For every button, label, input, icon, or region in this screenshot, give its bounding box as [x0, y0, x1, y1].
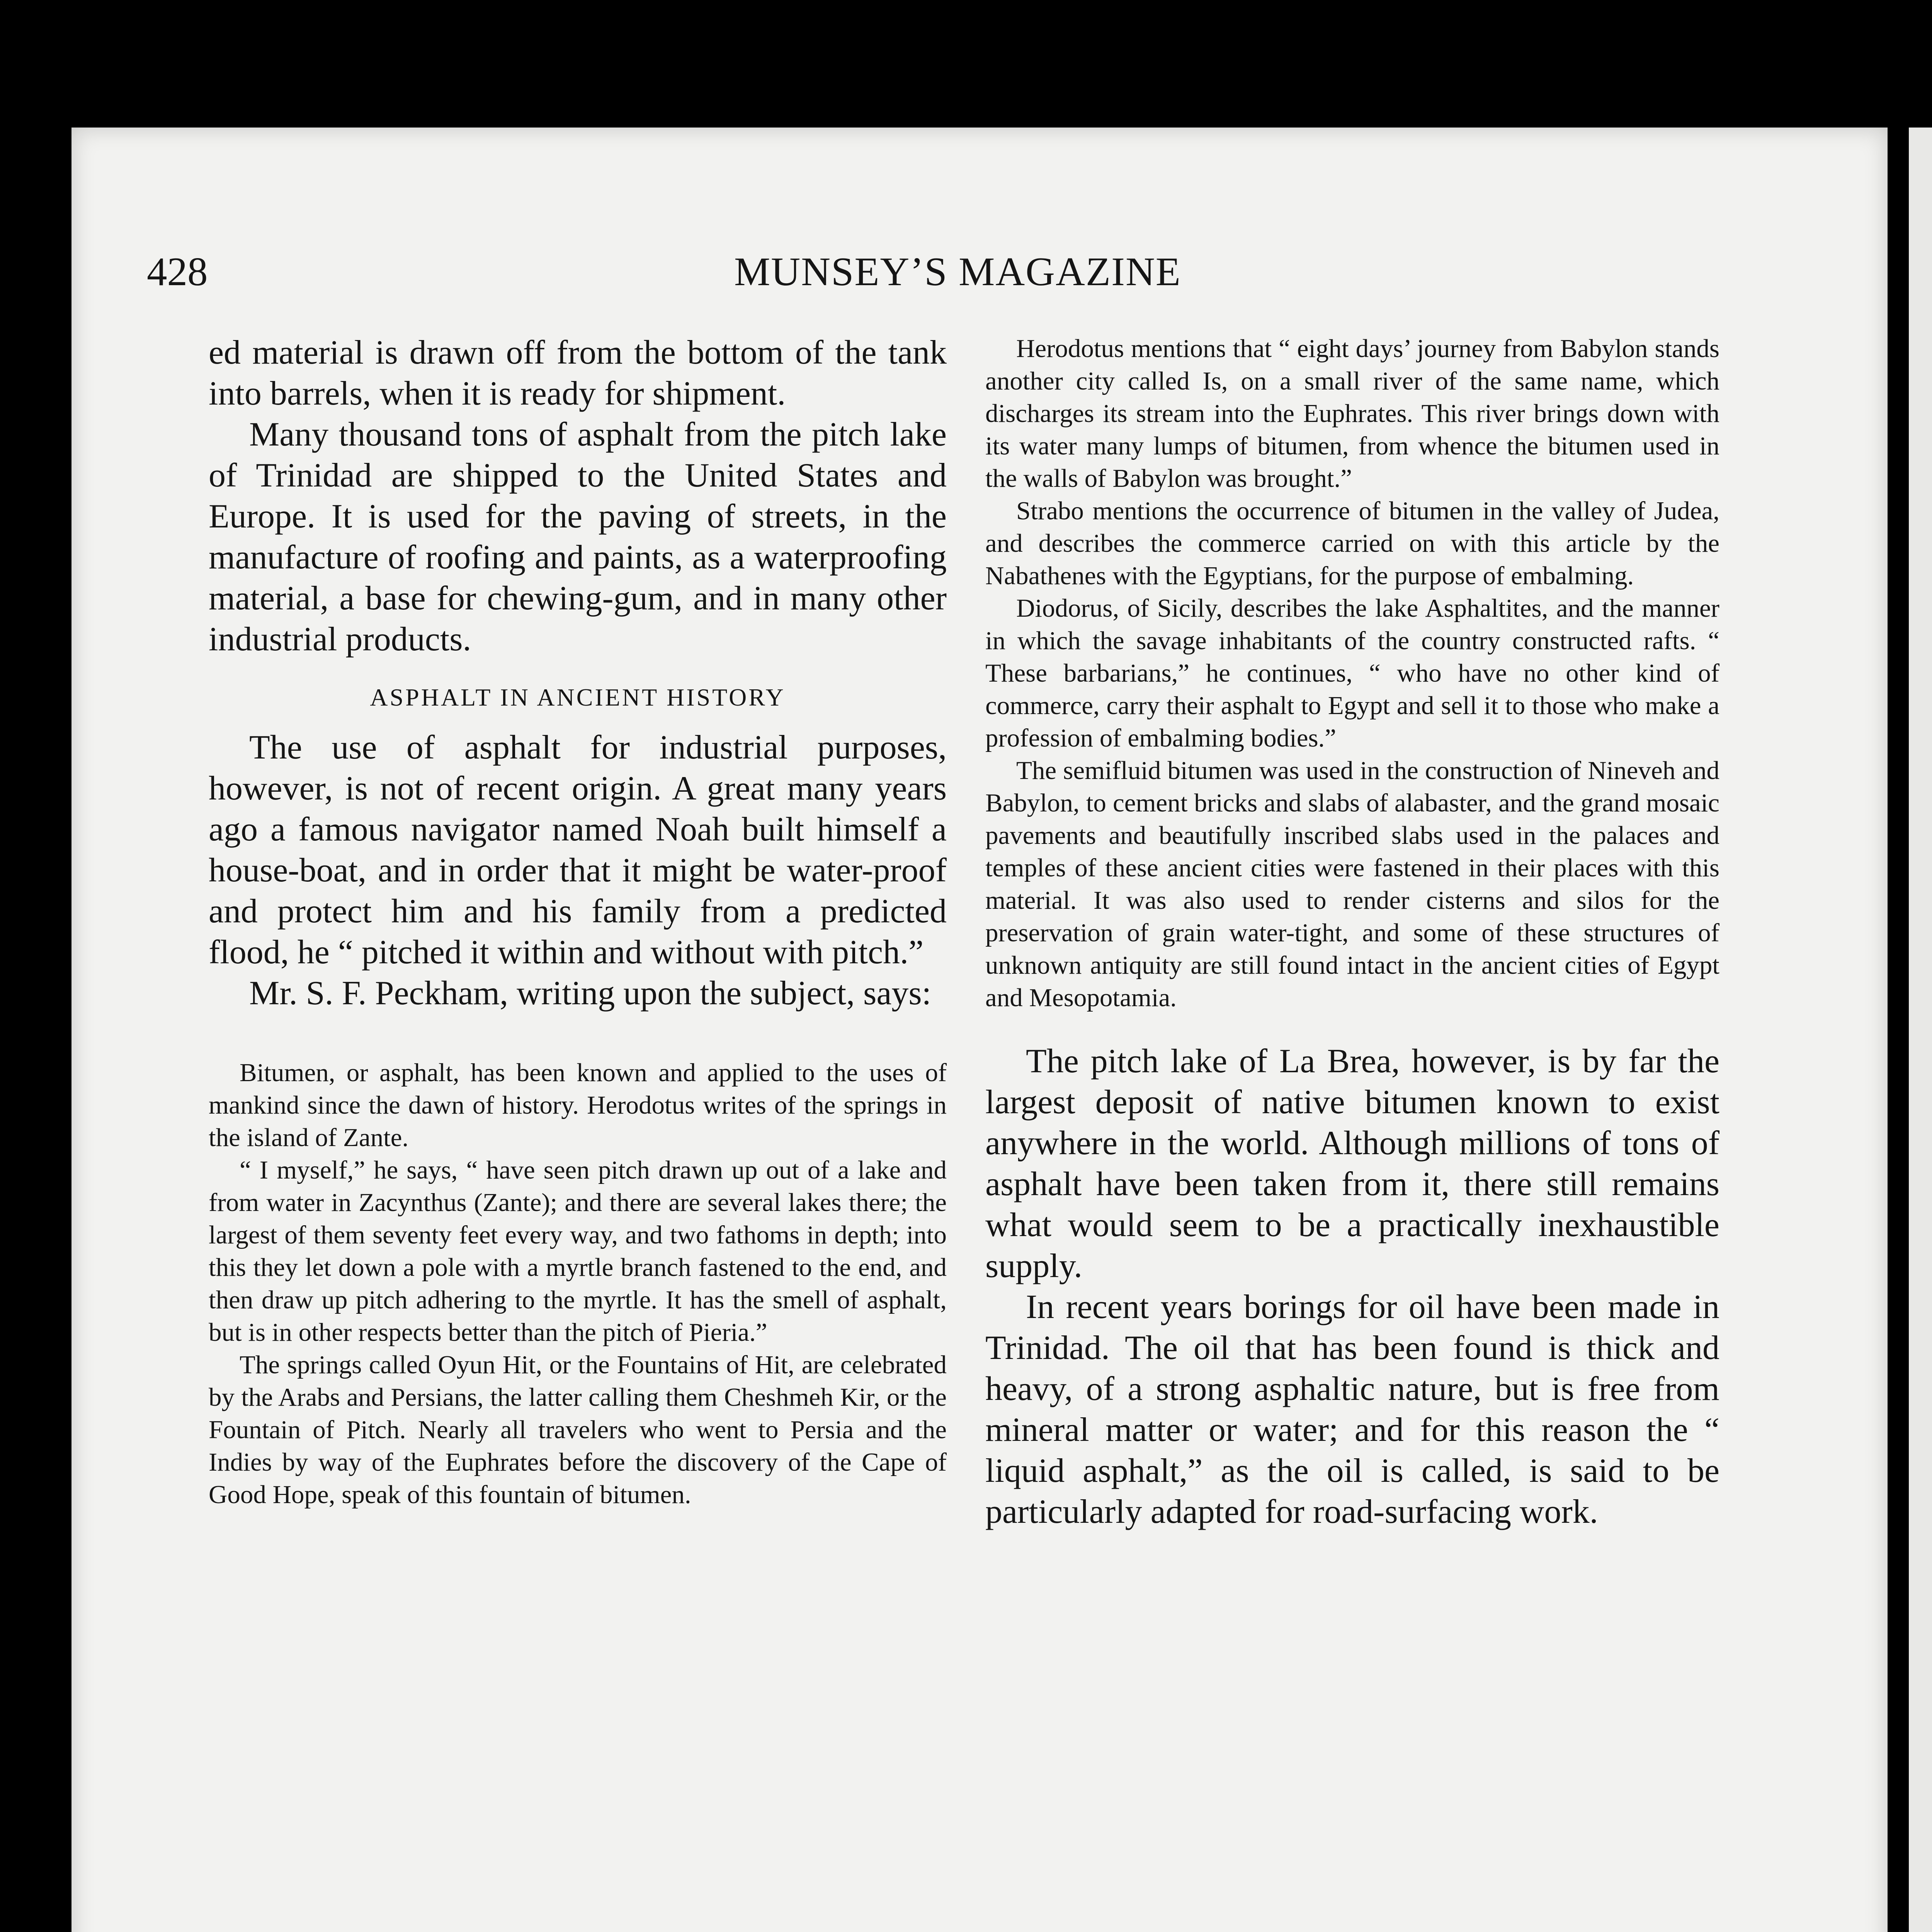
running-head: MUNSEY’S MAGAZINE	[734, 249, 1181, 294]
right-column	[985, 332, 1719, 1532]
section-heading: ASPHALT IN ANCIENT HISTORY	[370, 684, 786, 711]
paragraph: The use of asphalt for industrial purposes, however, is not of recent origin. A great many years ago a famous navigator named Noah built himself a house-boat, and in order that it might be water-proof and protect him and his family from a predicted flood, he “ pitched it within and without with pitch.”	[209, 729, 947, 971]
paragraph: Mr. S. F. Peckham, writing upon the subject, says:	[249, 975, 932, 1012]
block-quote	[985, 332, 1719, 1014]
facing-page-edge	[1909, 128, 1932, 1932]
quote-paragraph: Diodorus, of Sicily, describes the lake Asphaltites, and the manner in which the savage inhabitants of the country constructed rafts. “ These barbarians,” he continues, “ who have no other kind of commerce, carry their asphalt to Egypt and sell it to those who make a profession of embalming bodies.”	[985, 594, 1719, 752]
page-number: 428	[147, 249, 208, 294]
paragraph: ed material is drawn off from the bottom of the tank into barrels, when it is ready for shipment.	[209, 334, 947, 412]
paragraph: In recent years borings for oil have been made in Trinidad. The oil that has been found is thick and heavy, of a strong asphaltic nature, but is free from mineral matter or water; and for this reason the “ liquid asphalt,” as the oil is called, is said to be particularly adapted for road-surfacing work.	[985, 1288, 1719, 1531]
block-quote	[209, 1056, 947, 1511]
left-column	[209, 332, 947, 1511]
paragraph: The pitch lake of La Brea, however, is by far the largest deposit of native bitumen known to exist anywhere in the world. Although millions of tons of asphalt have been taken from it, there still remains what would seem to be a practically inexhaustible supply.	[985, 1043, 1719, 1285]
quote-paragraph: Strabo mentions the occurrence of bitumen in the valley of Judea, and describes the commerce carried on with this article by the Nabathenes with the Egyptians, for the purpose of embalming.	[985, 497, 1719, 590]
quote-paragraph: The springs called Oyun Hit, or the Fountains of Hit, are celebrated by the Arabs and Persians, the latter calling them Cheshmeh Kir, or the Fountain of Pitch. Nearly all travelers who went to Persia and the Indies by way of the Euphrates before the discovery of the Cape of Good Hope, speak of this fountain of bitumen.	[209, 1350, 947, 1509]
quote-paragraph: “ I myself,” he says, “ have seen pitch drawn up out of a lake and from water in Zacynthus (Zante); and there are several lakes there; the largest of them seventy feet every way, and two fathoms in depth; into this they let down a pole with a myrtle branch fastened to the end, and then draw up pitch adhering to the myrtle. It has the smell of asphalt, but is in other respects better than the pitch of Pieria.”	[209, 1156, 947, 1347]
quote-paragraph: Bitumen, or asphalt, has been known and applied to the uses of mankind since the dawn of history. Herodotus writes of the springs in the island of Zante.	[209, 1058, 947, 1152]
quote-paragraph: The semifluid bitumen was used in the construction of Nineveh and Babylon, to cement bricks and slabs of alabaster, and the grand mosaic pavements and beautifully inscribed slabs used in the palaces and temples of these ancient cities were fastened in their places with this material. It was also used to render cisterns and silos for the preservation of grain water-tight, and some of these structures of unknown antiquity are still found intact in the ancient cities of Egypt and Mesopotamia.	[985, 756, 1719, 1012]
quote-paragraph: Herodotus mentions that “ eight days’ journey from Babylon stands another city called Is, on a small river of the same name, which discharges its stream into the Euphrates. This river brings down with its water many lumps of bitumen, from whence the bitumen used in the walls of Babylon was brought.”	[985, 334, 1719, 493]
paragraph: Many thousand tons of asphalt from the pitch lake of Trinidad are shipped to the United States and Europe. It is used for the paving of streets, in the manufacture of roofing and paints, as a waterproofing material, a base for chewing-gum, and in many other industrial products.	[209, 416, 947, 658]
